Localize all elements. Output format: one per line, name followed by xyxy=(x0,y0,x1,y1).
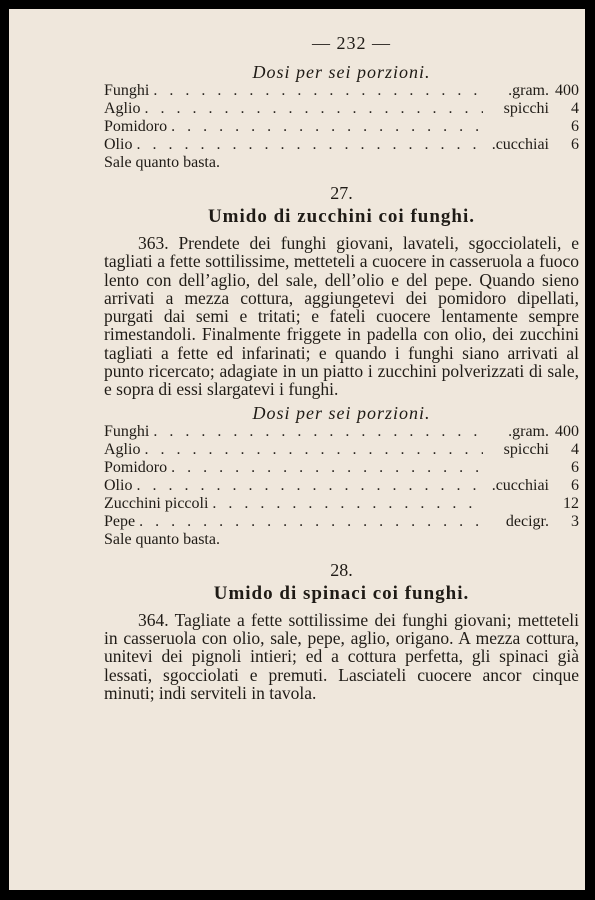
ingredient-unit: .cucchiai xyxy=(491,136,549,153)
ingredient-list-1 xyxy=(104,82,579,172)
ingredient-qty: 6 xyxy=(571,136,579,153)
leader-dots xyxy=(171,459,483,477)
leader-dots xyxy=(153,423,483,441)
ingredient-row xyxy=(104,441,579,459)
dosi-heading-2: Dosi per sei porzioni. xyxy=(252,402,431,423)
ingredient-name: Aglio xyxy=(104,100,141,117)
ingredient-unit: decigr. xyxy=(505,512,549,530)
ingredient-list-2 xyxy=(104,423,579,549)
dosi-heading-1: Dosi per sei porzioni. xyxy=(252,62,431,82)
ingredient-name: Funghi xyxy=(104,422,150,440)
ingredient-qty: 4 xyxy=(571,100,579,117)
ingredient-name: Zucchini piccoli xyxy=(104,494,209,512)
recipe-title: Umido di spinaci coi funghi. xyxy=(213,582,470,604)
leader-dots xyxy=(212,495,483,513)
ingredient-unit: spicchi xyxy=(503,100,549,117)
ingredient-qty: 400 xyxy=(555,422,579,440)
ingredient-name: Funghi xyxy=(104,82,150,99)
ingredient-unit: .cucchiai xyxy=(491,476,549,494)
recipe-title: Umido di zucchini coi funghi. xyxy=(207,206,476,227)
ingredient-row xyxy=(104,423,579,441)
recipe-paragraph: 364. Tagliate a fette sottilissime dei funghi giovani; metteteli in casseruola con olio, sale, pepe, aglio, origano. A mezza cottura, unitevi dei pignoli intieri; ed a cottura perfetta, gli spinaci già lessati, sgocciolati e premuti. Lasciateli cuocere ancor cinque minuti; indi serviteli in tavola. xyxy=(104,609,579,703)
ingredient-name: Pomidoro xyxy=(104,118,168,135)
ingredient-unit: .gram. xyxy=(508,82,549,99)
recipe-number: 28. xyxy=(330,559,353,580)
ingredient-name: Olio xyxy=(104,136,133,153)
ingredient-row xyxy=(104,118,579,136)
ingredient-row xyxy=(104,136,579,154)
ingredient-qty: 6 xyxy=(571,118,579,135)
leader-dots xyxy=(144,441,483,459)
ingredient-name: Aglio xyxy=(104,440,141,458)
ingredient-row xyxy=(104,459,579,477)
ingredient-qty: 6 xyxy=(571,458,579,476)
ingredient-row xyxy=(104,82,579,100)
ingredient-qty: 4 xyxy=(571,440,579,458)
ingredient-qty: 12 xyxy=(563,494,579,512)
page-content xyxy=(104,33,579,706)
leader-dots xyxy=(171,118,483,136)
ingredient-row xyxy=(104,477,579,495)
ingredient-unit: spicchi xyxy=(503,440,549,458)
ingredient-name: Pepe xyxy=(104,512,136,530)
ingredient-row xyxy=(104,513,579,531)
leader-dots xyxy=(144,100,483,118)
ingredient-unit: .gram. xyxy=(508,422,549,440)
ingredient-qty: 6 xyxy=(571,476,579,494)
page-number: — 232 — xyxy=(312,33,391,53)
recipe-paragraph: 363. Prendete dei funghi giovani, lavateli, sgocciolateli, e tagliati a fette sottilissime, metteteli a cuocere in casseruola a fuoco lento con dell’aglio, del sale, dell’olio e del pepe. Quando sieno arrivati a mezza cottura, aggiungetevi dei pomidoro dipellati, purgati dai semi e tritati; e fateli cuocere lentamente sempre rimestandoli. Finalmente friggete in padella con olio, dei zucchini tagliati a fette ed infarinati; e quando i funghi siano arrivati al punto ricercato; adagiate in un piatto i zucchini polverizzati di sale, e sopra di essi slargatevi i funghi. xyxy=(104,233,579,400)
ingredient-name: Olio xyxy=(104,476,133,494)
leader-dots xyxy=(139,513,483,531)
leader-dots xyxy=(136,477,483,495)
book-page xyxy=(9,9,585,890)
recipe-number: 27. xyxy=(330,183,353,203)
ingredient-row xyxy=(104,495,579,513)
ingredient-name: Pomidoro xyxy=(104,458,168,476)
ingredient-qty: 400 xyxy=(555,82,579,99)
ingredient-row xyxy=(104,100,579,118)
leader-dots xyxy=(153,82,483,100)
salt-note: Sale quanto basta. xyxy=(104,530,220,548)
leader-dots xyxy=(136,136,483,154)
ingredient-qty: 3 xyxy=(571,512,579,530)
salt-note: Sale quanto basta. xyxy=(104,154,220,171)
